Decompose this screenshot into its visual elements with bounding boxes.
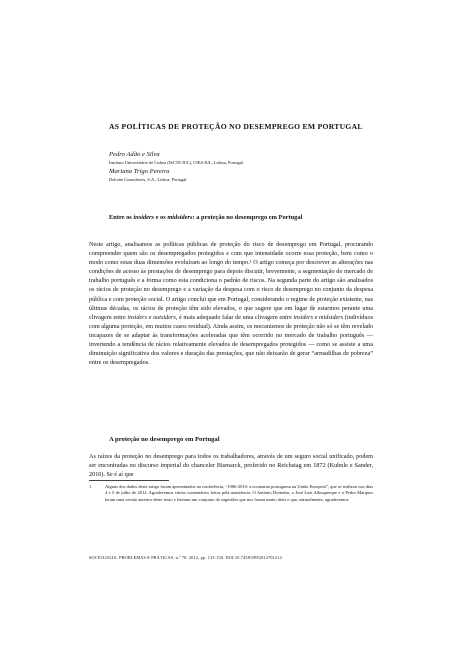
abstract-heading-part: : a proteção no desemprego em Portugal (192, 214, 303, 221)
abstract-heading-term: insiders (133, 214, 154, 221)
author-affiliation: Instituto Universitário de Lisboa (ISCTE-IUL), CIES-IUL, Lisboa, Portugal (109, 160, 243, 165)
author-name: Pedro Adão e Silva (109, 151, 160, 158)
author-block (109, 150, 369, 184)
paragraph-text: Neste artigo, analisamos as políticas públicas de proteção do risco de desemprego em Portugal, procurando compreender quem são os desempregados protegidos e com que intensidade ocorre essa proteção, bem como o modo como estas duas dimensões evoluíram ao longo do tempo.¹ O artigo começa por descrever as alterações nas condições de acesso às prestações de desemprego para depois discutir, brevemente, a segmentação do mercado de trabalho português e a forma como esta condiciona o padrão de riscos. Na segunda parte do artigo são analisados os rácios de proteção no desemprego e a variação da despesa com o risco de desemprego no conjunto da despesa pública e com proteção social. O artigo conclui que em Portugal, considerando o regime de proteção existente, nas últimas décadas, os rácios de proteção têm sido elevados, o que sugere que em lugar de estarmos perante uma clivagem entre (89, 241, 373, 321)
abstract-heading-part: Entre os (109, 214, 134, 221)
footnote (89, 484, 373, 503)
author-affiliation: Deloitte Consultores, S.A., Lisboa, Portugal (109, 177, 187, 182)
paragraph-text: (indivíduos com alguma proteção, em muitos casos residual). Ainda assim, os mecanismos de proteção não só se têm revelado incapazes de se adaptar às transformações aceleradas que têm ocorrido no mercado de trabalho português — invertendo a tendência de rácios relativamente elevados de desempregados protegidos — como se assiste a uma diminuição significativa dos valores e duração das prestações, que não deixarão de gerar “armadilhas de pobreza” entre os desempregados. (89, 313, 373, 367)
footnote-divider (89, 480, 169, 481)
running-footer: SOCIOLOGIA, PROBLEMAS E PRÁTICAS, n.º 70, 2012, pp. 133-150. DOI:10.7458/SPP2012701214 (89, 555, 282, 560)
abstract-heading-part: e os (154, 214, 168, 221)
italic-term: insiders e outsiders (127, 313, 176, 321)
article-title: AS POLÍTICAS DE PROTEÇÃO NO DESEMPREGO EM PORTUGAL (109, 122, 363, 131)
author-name: Mariana Trigo Pereira (109, 168, 170, 175)
section-paragraph: As raízes da proteção no desemprego para todos os trabalhadores, através de um seguro social unificado, podem ser encontradas no discurso imperial do chanceler Bismarck, proferido no Reichstag em 1872 (Kuhnle e Sander, 2010). Se é aí que (89, 453, 373, 479)
abstract-heading (109, 213, 359, 222)
paragraph-text: , é mais adequado falar de uma clivagem entre (175, 313, 294, 321)
section-heading: A proteção no desemprego em Portugal (109, 436, 220, 443)
footnote-text: Alguns dos dados deste artigo foram apresentados na conferência, “1986-2010: a economia portuguesa na União Europeia”, que se realizou nos dias 4 e 5 de julho de 2012. Agradecemos vários comentários feitos pela assistência. O António Dornelas, o José Luís Albuquerque e o Pedro Marques leram uma versão anterior deste texto e fizeram um conjunto de sugestões que nos foram muito úteis e que, naturalmente, agradecemos. (105, 484, 373, 502)
abstract-paragraph (89, 240, 373, 367)
abstract-heading-term: midsiders (167, 214, 193, 221)
footnote-number: 1 (89, 484, 92, 489)
italic-term: insiders e midsiders (293, 313, 344, 321)
